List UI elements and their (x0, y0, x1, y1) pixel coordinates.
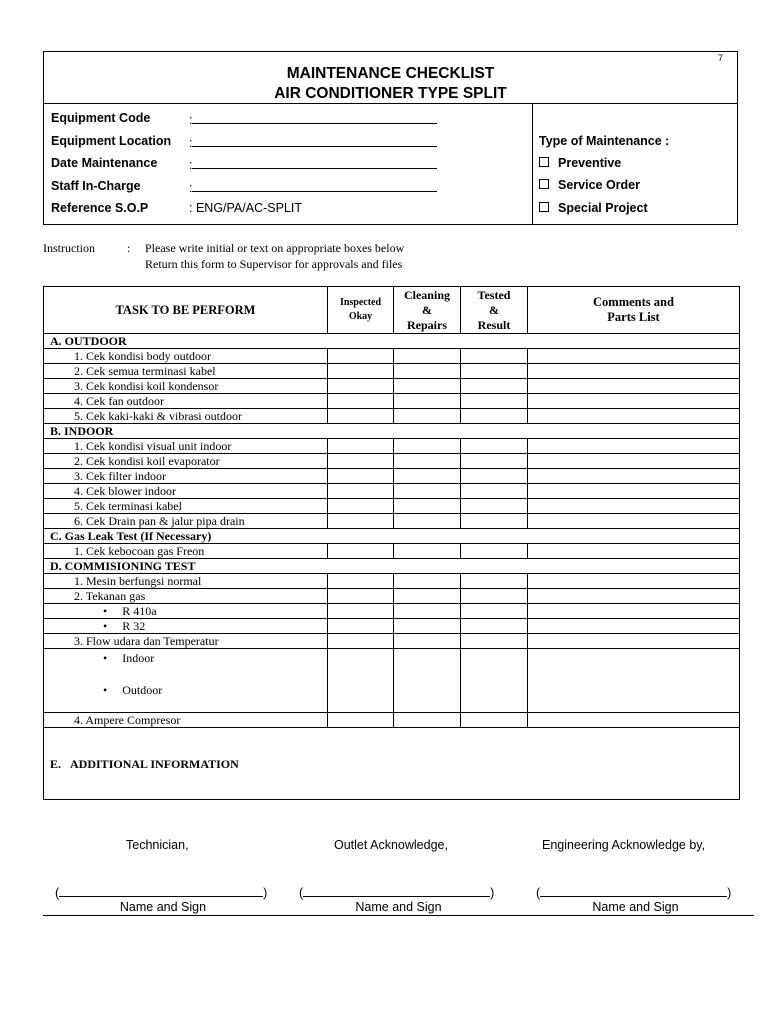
table-row: 1. Cek kondisi body outdoor (44, 349, 740, 364)
outlet-acknowledge-title: Outlet Acknowledge, (334, 838, 448, 852)
table-row: 6. Cek Drain pan & jalur pipa drain (44, 514, 740, 529)
reference-sop-value: ENG/PA/AC-SPLIT (195, 201, 302, 215)
header-cleaning-repairs: Cleaning & Repairs (394, 287, 461, 334)
technician-sign-line[interactable]: ( ) (55, 886, 268, 900)
table-row: • R 32 (44, 619, 740, 634)
reference-sop-label: Reference S.O.P (51, 201, 149, 215)
staff-in-charge-label: Staff In-Charge (51, 179, 141, 193)
checkbox-special-project[interactable] (539, 202, 549, 212)
instruction-label: Instruction (43, 241, 95, 255)
form-subtitle: AIR CONDITIONER TYPE SPLIT (274, 85, 507, 102)
table-row: 2. Tekanan gas (44, 589, 740, 604)
header-task: TASK TO BE PERFORM (44, 287, 328, 334)
equipment-code-label: Equipment Code (51, 111, 151, 125)
checkbox-service-order[interactable] (539, 179, 549, 189)
table-row: 3. Cek filter indoor (44, 469, 740, 484)
table-row: 4. Cek blower indoor (44, 484, 740, 499)
section-e-title: ADDITIONAL INFORMATION (70, 756, 239, 771)
engineering-sign-line[interactable]: ( ) (536, 886, 732, 900)
header-tested-result: Tested & Result (461, 287, 528, 334)
section-c-title: C. Gas Leak Test (If Necessary) (44, 529, 740, 544)
page-number: 7 (717, 53, 723, 63)
technician-name-label: Name and Sign (119, 900, 207, 914)
section-a-title: A. OUTDOOR (44, 334, 740, 349)
table-row: 1. Cek kebocoan gas Freon (44, 544, 740, 559)
table-header-row (44, 287, 740, 334)
section-c-row (44, 529, 740, 544)
outlet-name-label: Name and Sign (355, 900, 442, 914)
section-a-row (44, 334, 740, 349)
table-row: 5. Cek terminasi kabel (44, 499, 740, 514)
type-of-maintenance-label: Type of Maintenance : (539, 134, 670, 148)
table-row: 2. Cek semua terminasi kabel (44, 364, 740, 379)
table-row: 1. Mesin berfungsi normal (44, 574, 740, 589)
equipment-location-field[interactable]: : (189, 134, 437, 150)
instruction-line-1: Please write initial or text on appropriate boxes below (145, 241, 405, 255)
table-row: 1. Cek kondisi visual unit indoor (44, 439, 740, 454)
option-special-project[interactable]: Special Project (539, 201, 648, 215)
outlet-sign-line[interactable]: ( ) (299, 886, 495, 900)
instruction-colon: : (127, 241, 131, 255)
section-d-row (44, 559, 740, 574)
technician-title: Technician, (126, 838, 189, 852)
instruction-line-2: Return this form to Supervisor for approvals and files (145, 257, 403, 271)
equipment-location-label: Equipment Location (51, 134, 172, 148)
table-row: • R 410a (44, 604, 740, 619)
additional-information-box[interactable] (44, 728, 740, 800)
bottom-rule (43, 915, 754, 916)
table-row: 3. Flow udara dan Temperatur (44, 634, 740, 649)
equipment-code-field[interactable]: : (189, 111, 437, 127)
table-row: 2. Cek kondisi koil evaporator (44, 454, 740, 469)
checklist-table (43, 286, 740, 800)
option-service-order[interactable]: Service Order (539, 178, 640, 192)
section-b-row (44, 424, 740, 439)
section-b-title: B. INDOOR (44, 424, 740, 439)
header-divider (44, 103, 737, 104)
section-d-title: D. COMMISIONING TEST (44, 559, 740, 574)
date-maintenance-label: Date Maintenance (51, 156, 158, 170)
engineering-acknowledge-title: Engineering Acknowledge by, (542, 838, 706, 852)
header-comments-parts: Comments and Parts List (528, 287, 740, 334)
header-vertical-divider (532, 103, 533, 225)
table-row: • Indoor • Outdoor (44, 649, 740, 713)
checkbox-preventive[interactable] (539, 157, 549, 167)
table-row: 3. Cek kondisi koil kondensor (44, 379, 740, 394)
header-box (43, 51, 738, 225)
section-e-letter: E. (50, 756, 62, 771)
form-title: MAINTENANCE CHECKLIST (286, 65, 495, 82)
table-row: 4. Ampere Compresor (44, 713, 740, 728)
table-row: 4. Cek fan outdoor (44, 394, 740, 409)
engineering-name-label: Name and Sign (592, 900, 679, 914)
reference-sop-field: : ENG/PA/AC-SPLIT (189, 201, 302, 215)
date-maintenance-field[interactable]: : (189, 156, 437, 172)
section-e-row[interactable] (44, 728, 740, 800)
staff-in-charge-field[interactable]: : (189, 179, 437, 195)
option-preventive[interactable]: Preventive (539, 156, 621, 170)
table-row: 5. Cek kaki-kaki & vibrasi outdoor (44, 409, 740, 424)
header-inspected-okay: Inspected Okay (328, 287, 394, 334)
